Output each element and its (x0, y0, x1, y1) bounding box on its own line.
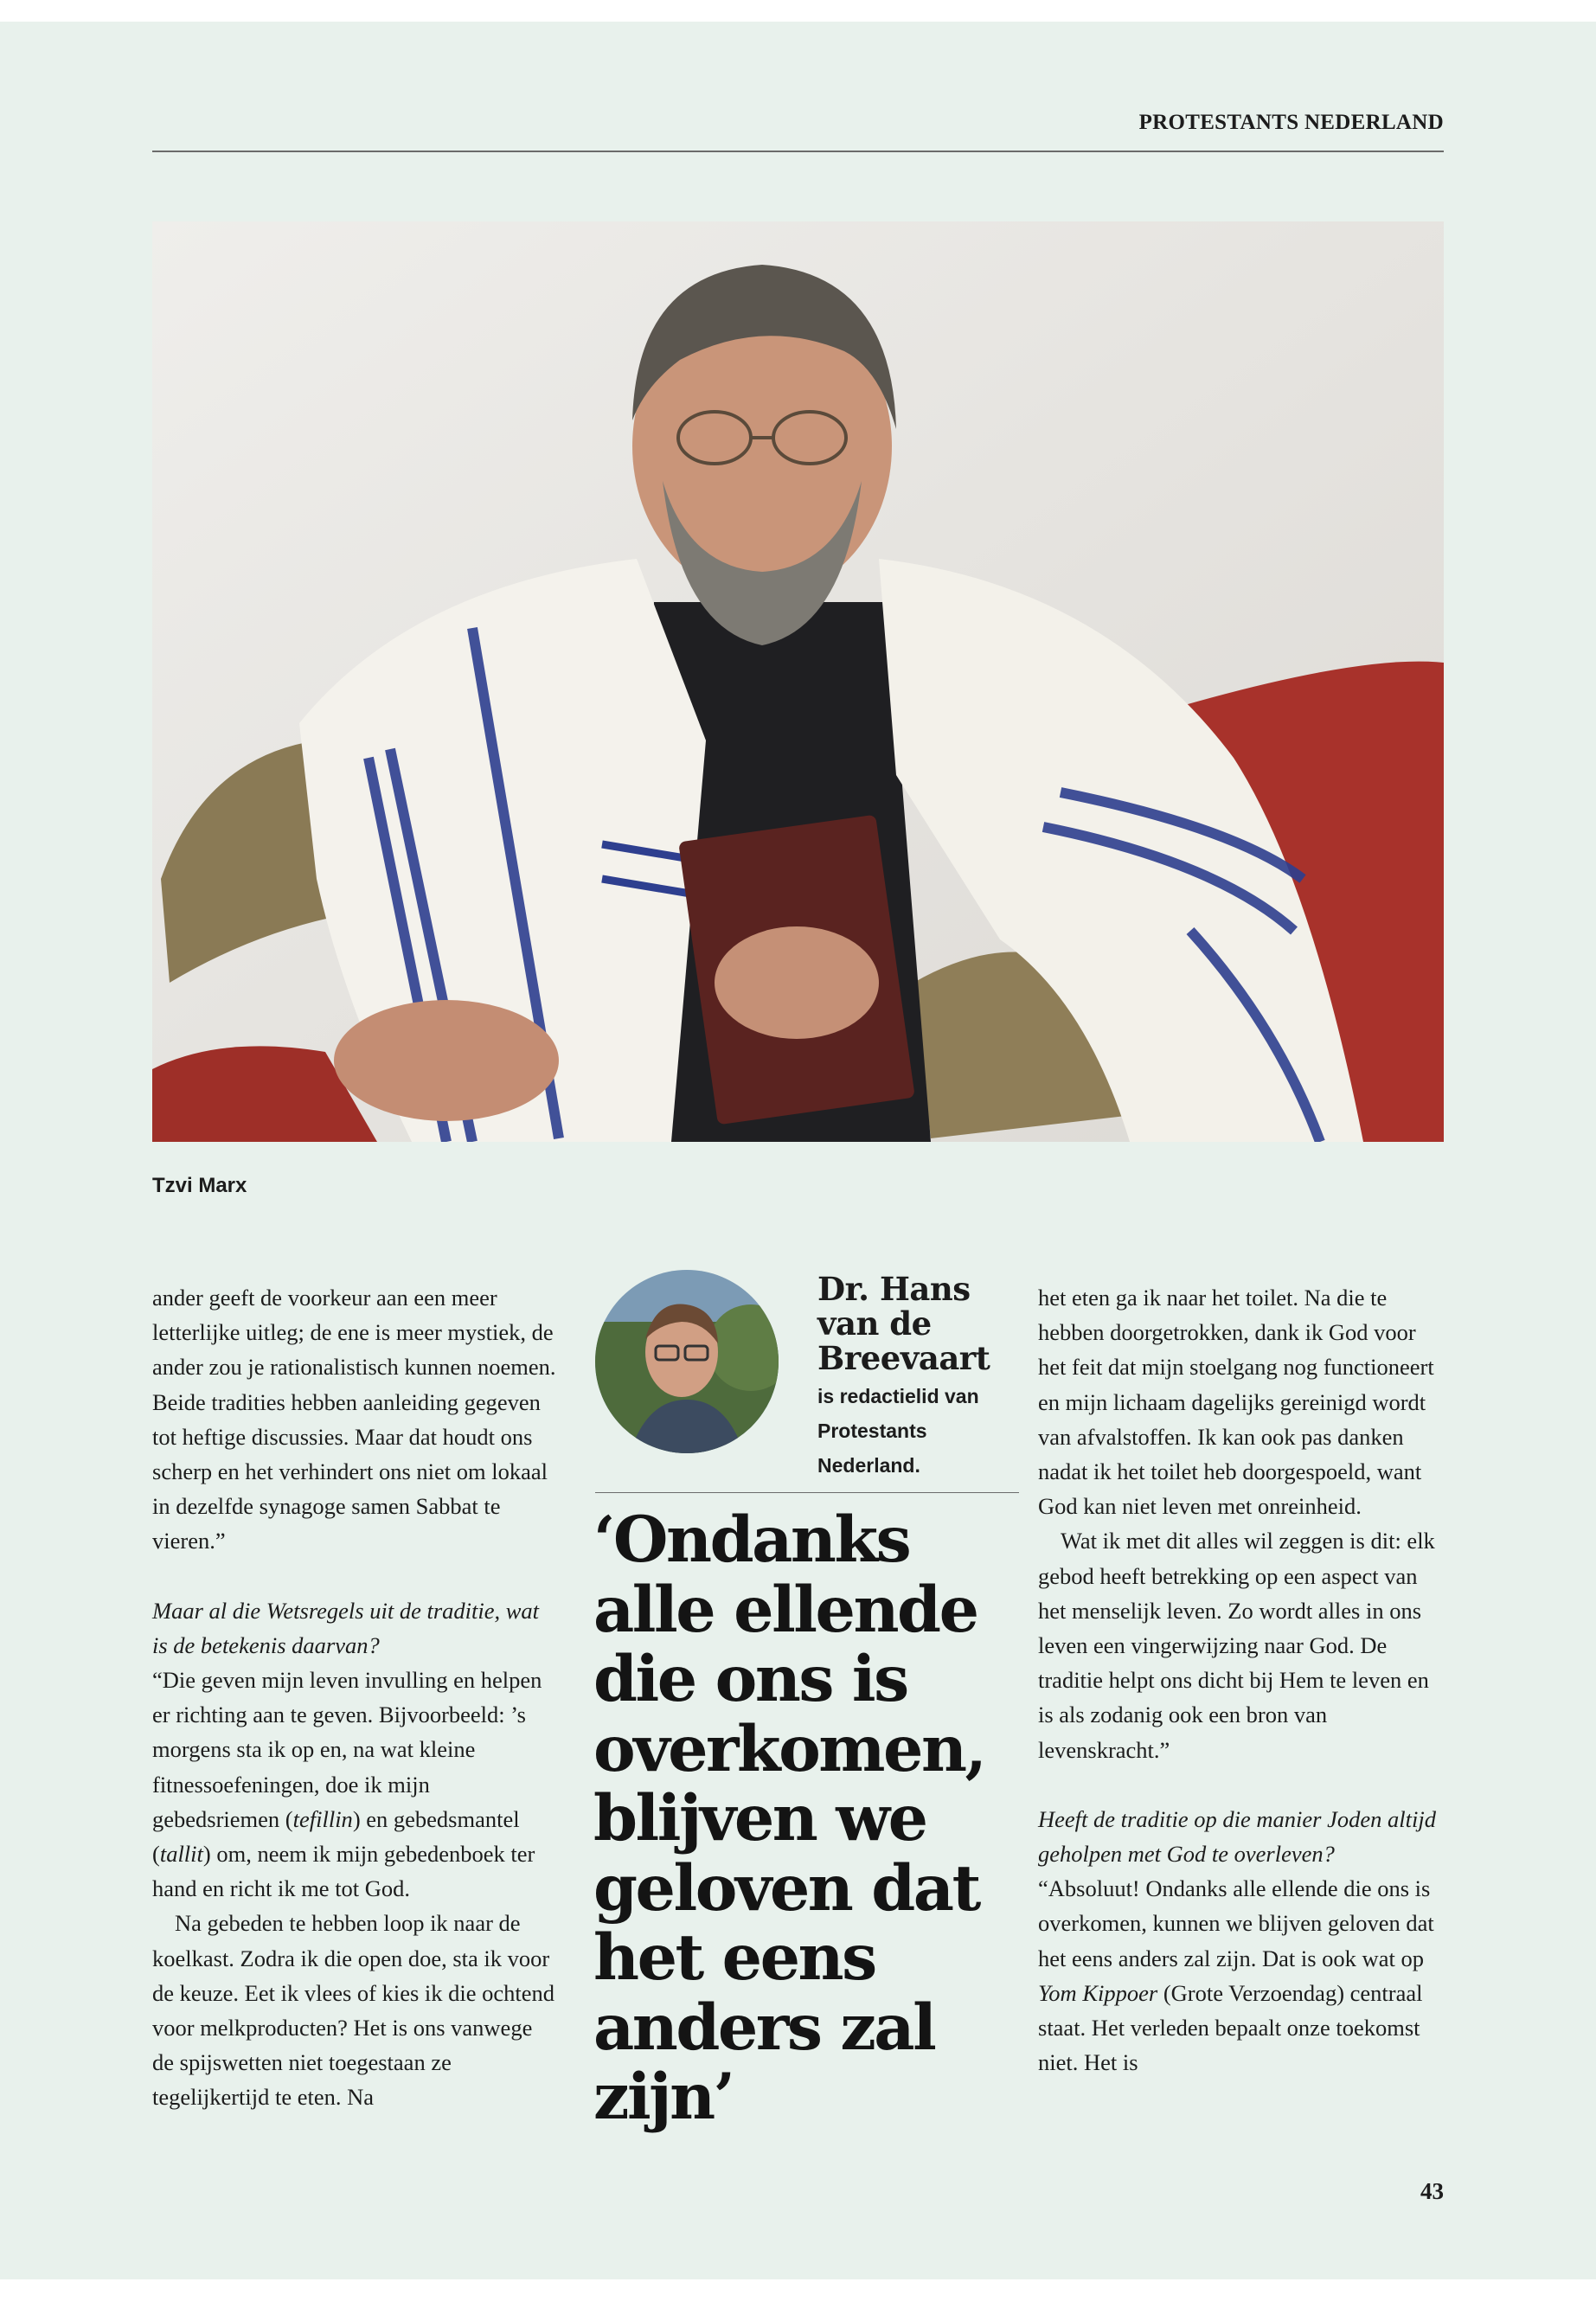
right-paragraph-1: het eten ga ik naar het toilet. Na die te hebben doorgetrokken, dank ik God voor het feit dat mijn stoelgang nog functioneert en mijn lichaam dagelijks gereinigd wordt van afvalstoffen. Ik kan ook pas danken nadat ik het toilet heb doorgespoeld, want God kan niet leven met onreinheid. (1038, 1285, 1434, 1520)
author-rule (595, 1492, 1019, 1493)
left-column (152, 1280, 559, 2115)
right-column (1038, 1280, 1445, 2080)
left-paragraph-2: “Die geven mijn leven invulling en helpen er richting aan te geven. Bijvoorbeeld: ’s morgens sta ik op en, na wat kleine fitnessoefeningen, doe ik mijn gebedsriemen (tefillin) en gebedsmantel (tallit) om, neem ik mijn gebedenboek ter hand en richt ik me tot God. (152, 1667, 542, 1902)
right-paragraph-2: Wat ik met dit alles wil zeggen is dit: elk gebod heeft betrekking op een aspect van het menselijk leven. Zo wordt alles in ons leven een vingerwijzing naar God. De traditie helpt ons dicht bij Hem te leven en is als zodanig ook een bron van levenskracht.” (1038, 1528, 1435, 1763)
portrait-photo (152, 221, 1444, 1142)
left-paragraph-1: ander geeft de voorkeur aan een meer letterlijke uitleg; de ene is meer mystiek, de ander zou je rationalistisch kunnen noemen. Beide tradities hebben aanleiding gegeven tot heftige discussies. Maar dat houdt ons scherp en het verhindert ons niet om lokaal in dezelfde synagoge samen Sabbat te vieren.” (152, 1285, 556, 1554)
interview-question-1: Maar al die Wetsregels uit de traditie, wat is de betekenis daarvan? (152, 1597, 540, 1658)
author-bio: is redactielid van Protestants Nederland. (817, 1385, 979, 1477)
page-number: 43 (1420, 2178, 1444, 2204)
pull-quote: ‘Ondanks alle ellende die ons is overkomen, blijven we geloven dat het eens anders zal zijn’ (593, 1503, 985, 2134)
author-name: Dr. Hans van de Breevaart (817, 1270, 990, 1377)
author-avatar (595, 1270, 779, 1453)
right-paragraph-3: “Absoluut! Ondanks alle ellende die ons is overkomen, kunnen we blijven geloven dat het eens anders zal zijn. Dat is ook wat op Yom Kippoer (Grote Verzoendag) centraal staat. Het verleden bepaalt onze toekomst niet. Het is (1038, 1875, 1434, 2076)
header-rule (152, 151, 1444, 152)
portrait-illustration (152, 221, 1444, 1142)
interview-question-2: Heeft de traditie op die manier Joden altijd geholpen met God te overleven? (1038, 1805, 1436, 1868)
photo-caption: Tzvi Marx (152, 1174, 247, 1197)
left-paragraph-3: Na gebeden te hebben loop ik naar de koelkast. Zodra ik die open doe, sta ik voor de keuze. Eet ik vlees of kies ik die ochtend voor melkproducten? Het is ons vanwege de spijswetten niet toegestaan ze tegelijkertijd te eten. Na (152, 1910, 555, 2111)
running-head: PROTESTANTS NEDERLAND (1138, 111, 1444, 134)
